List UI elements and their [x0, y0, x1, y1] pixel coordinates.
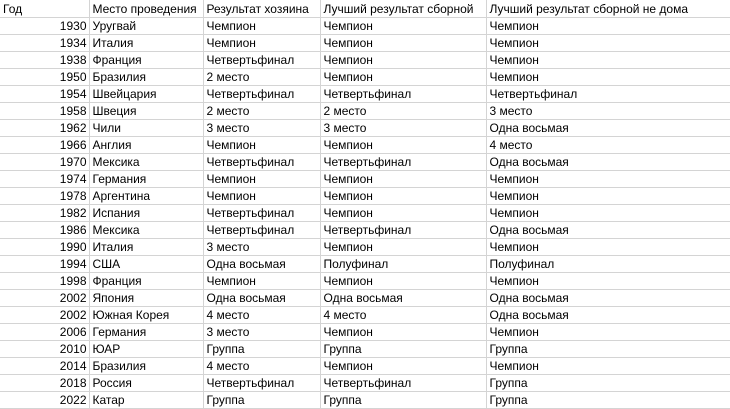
cell-host-result[interactable]: 3 место [203, 120, 320, 137]
cell-best-away[interactable]: Группа [486, 341, 730, 358]
table-row [0, 341, 730, 358]
cell-venue[interactable]: Швеция [89, 103, 203, 120]
cell-best-result[interactable]: Чемпион [320, 35, 486, 52]
cell-host-result[interactable]: Четвертьфинал [203, 222, 320, 239]
cell-best-away[interactable]: Чемпион [486, 239, 730, 256]
cell-host-result[interactable]: Чемпион [203, 137, 320, 154]
cell-best-away[interactable]: Одна восьмая [486, 290, 730, 307]
table-row [0, 205, 730, 222]
cell-best-result[interactable]: Группа [320, 392, 486, 409]
cell-year[interactable]: 2010 [0, 341, 89, 358]
cell-year[interactable]: 2006 [0, 324, 89, 341]
cell-best-away[interactable]: Чемпион [486, 358, 730, 375]
cell-year[interactable]: 1994 [0, 256, 89, 273]
cell-best-away[interactable]: Чемпион [486, 171, 730, 188]
cell-host-result[interactable]: 2 место [203, 103, 320, 120]
cell-best-away[interactable]: Чемпион [486, 35, 730, 52]
cell-year[interactable]: 2014 [0, 358, 89, 375]
cell-best-result[interactable]: Чемпион [320, 205, 486, 222]
cell-best-result[interactable]: Одна восьмая [320, 290, 486, 307]
cell-year[interactable]: 2002 [0, 307, 89, 324]
cell-best-away[interactable]: Чемпион [486, 52, 730, 69]
header-cell-venue[interactable]: Место проведения [89, 0, 203, 18]
cell-venue[interactable]: Франция [89, 52, 203, 69]
cell-venue[interactable]: Италия [89, 35, 203, 52]
cell-best-away[interactable]: Одна восьмая [486, 307, 730, 324]
cell-venue[interactable]: Испания [89, 205, 203, 222]
header-cell-best-result[interactable]: Лучший результат сборной [320, 0, 486, 18]
cell-best-away[interactable]: 4 место [486, 137, 730, 154]
table-row [0, 290, 730, 307]
table-row [0, 239, 730, 256]
cell-year[interactable]: 2018 [0, 375, 89, 392]
cell-best-result[interactable]: Чемпион [320, 358, 486, 375]
cell-best-result[interactable]: Группа [320, 341, 486, 358]
table-row [0, 120, 730, 137]
cell-best-away[interactable]: Группа [486, 392, 730, 409]
cell-host-result[interactable]: Четвертьфинал [203, 375, 320, 392]
cell-venue[interactable]: Мексика [89, 222, 203, 239]
cell-year[interactable]: 1966 [0, 137, 89, 154]
table-row [0, 154, 730, 171]
cell-best-away[interactable]: Чемпион [486, 69, 730, 86]
table-body [0, 18, 730, 409]
cell-year[interactable]: 1974 [0, 171, 89, 188]
cell-best-away[interactable]: Четвертьфинал [486, 86, 730, 103]
cell-venue[interactable]: Россия [89, 375, 203, 392]
table-row [0, 392, 730, 409]
cell-best-away[interactable]: Группа [486, 375, 730, 392]
table-row [0, 69, 730, 86]
cell-venue[interactable]: Бразилия [89, 69, 203, 86]
cell-host-result[interactable]: Группа [203, 341, 320, 358]
cell-best-result[interactable]: Четвертьфинал [320, 375, 486, 392]
cell-host-result[interactable]: 2 место [203, 69, 320, 86]
table-row [0, 35, 730, 52]
cell-best-away[interactable]: Одна восьмая [486, 222, 730, 239]
cell-host-result[interactable]: Чемпион [203, 171, 320, 188]
cell-best-result[interactable]: Чемпион [320, 52, 486, 69]
cell-best-away[interactable]: Чемпион [486, 188, 730, 205]
cell-year[interactable]: 1962 [0, 120, 89, 137]
cell-year[interactable]: 2022 [0, 392, 89, 409]
cell-best-result[interactable]: Чемпион [320, 273, 486, 290]
cell-year[interactable]: 1938 [0, 52, 89, 69]
cell-host-result[interactable]: 4 место [203, 307, 320, 324]
table-row [0, 324, 730, 341]
cell-venue[interactable]: Италия [89, 239, 203, 256]
cell-host-result[interactable]: Чемпион [203, 35, 320, 52]
cell-venue[interactable]: Мексика [89, 154, 203, 171]
cell-year[interactable]: 1958 [0, 103, 89, 120]
table-row [0, 103, 730, 120]
table-row [0, 86, 730, 103]
cell-venue[interactable]: Швейцария [89, 86, 203, 103]
cell-host-result[interactable]: Четвертьфинал [203, 154, 320, 171]
cell-year[interactable]: 1930 [0, 18, 89, 35]
cell-venue[interactable]: Франция [89, 273, 203, 290]
cell-host-result[interactable]: Чемпион [203, 188, 320, 205]
cell-best-result[interactable]: Четвертьфинал [320, 222, 486, 239]
cell-host-result[interactable]: 3 место [203, 239, 320, 256]
cell-year[interactable]: 1990 [0, 239, 89, 256]
cell-best-away[interactable]: Полуфинал [486, 256, 730, 273]
cell-host-result[interactable]: 3 место [203, 324, 320, 341]
table-row [0, 222, 730, 239]
header-row [0, 0, 730, 18]
cell-venue[interactable]: Германия [89, 171, 203, 188]
cell-year[interactable]: 1970 [0, 154, 89, 171]
cell-best-result[interactable]: 4 место [320, 307, 486, 324]
cell-best-result[interactable]: Четвертьфинал [320, 86, 486, 103]
cell-best-result[interactable]: Чемпион [320, 69, 486, 86]
table-row [0, 52, 730, 69]
table-row [0, 256, 730, 273]
table-row [0, 188, 730, 205]
table-row [0, 137, 730, 154]
cell-best-away[interactable]: Одна восьмая [486, 120, 730, 137]
cell-venue[interactable]: Южная Корея [89, 307, 203, 324]
cell-host-result[interactable]: Одна восьмая [203, 290, 320, 307]
cell-best-away[interactable]: Чемпион [486, 324, 730, 341]
cell-best-away[interactable]: Чемпион [486, 205, 730, 222]
table-row [0, 375, 730, 392]
cell-venue[interactable]: Аргентина [89, 188, 203, 205]
cell-venue[interactable]: Англия [89, 137, 203, 154]
cell-best-result[interactable]: Чемпион [320, 188, 486, 205]
cell-venue[interactable]: Япония [89, 290, 203, 307]
cell-best-result[interactable]: Чемпион [320, 137, 486, 154]
cell-venue[interactable]: Чили [89, 120, 203, 137]
cell-best-result[interactable]: 3 место [320, 120, 486, 137]
cell-host-result[interactable]: Четвертьфинал [203, 86, 320, 103]
table-row [0, 273, 730, 290]
cell-host-result[interactable]: 4 место [203, 358, 320, 375]
cell-venue[interactable]: ЮАР [89, 341, 203, 358]
cell-host-result[interactable]: Четвертьфинал [203, 205, 320, 222]
cell-best-result[interactable]: Чемпион [320, 324, 486, 341]
cell-year[interactable]: 1986 [0, 222, 89, 239]
cell-best-away[interactable]: Чемпион [486, 273, 730, 290]
cell-best-result[interactable]: 2 место [320, 103, 486, 120]
table-row [0, 307, 730, 324]
cell-year[interactable]: 1934 [0, 35, 89, 52]
cell-year[interactable]: 1950 [0, 69, 89, 86]
cell-best-result[interactable]: Чемпион [320, 18, 486, 35]
table-row [0, 18, 730, 35]
header-cell-host-result[interactable]: Результат хозяина [203, 0, 320, 18]
cell-host-result[interactable]: Группа [203, 392, 320, 409]
cell-year[interactable]: 1978 [0, 188, 89, 205]
header-cell-year[interactable]: Год [0, 0, 89, 18]
cell-best-result[interactable]: Полуфинал [320, 256, 486, 273]
cell-venue[interactable]: Уругвай [89, 18, 203, 35]
cell-venue[interactable]: США [89, 256, 203, 273]
cell-best-result[interactable]: Четвертьфинал [320, 154, 486, 171]
table-row [0, 358, 730, 375]
cell-host-result[interactable]: Чемпион [203, 18, 320, 35]
cell-year[interactable]: 1982 [0, 205, 89, 222]
cell-host-result[interactable]: Одна восьмая [203, 256, 320, 273]
cell-best-away[interactable]: 3 место [486, 103, 730, 120]
cell-venue[interactable]: Бразилия [89, 358, 203, 375]
header-cell-best-away[interactable]: Лучший результат сборной не дома [486, 0, 730, 18]
cell-venue[interactable]: Германия [89, 324, 203, 341]
cell-year[interactable]: 2002 [0, 290, 89, 307]
cell-best-result[interactable]: Чемпион [320, 239, 486, 256]
cell-year[interactable]: 1998 [0, 273, 89, 290]
table-row [0, 171, 730, 188]
cell-host-result[interactable]: Чемпион [203, 273, 320, 290]
cell-year[interactable]: 1954 [0, 86, 89, 103]
cell-best-away[interactable]: Одна восьмая [486, 154, 730, 171]
cell-host-result[interactable]: Четвертьфинал [203, 52, 320, 69]
cell-best-away[interactable]: Чемпион [486, 18, 730, 35]
cell-best-result[interactable]: Чемпион [320, 171, 486, 188]
cell-venue[interactable]: Катар [89, 392, 203, 409]
